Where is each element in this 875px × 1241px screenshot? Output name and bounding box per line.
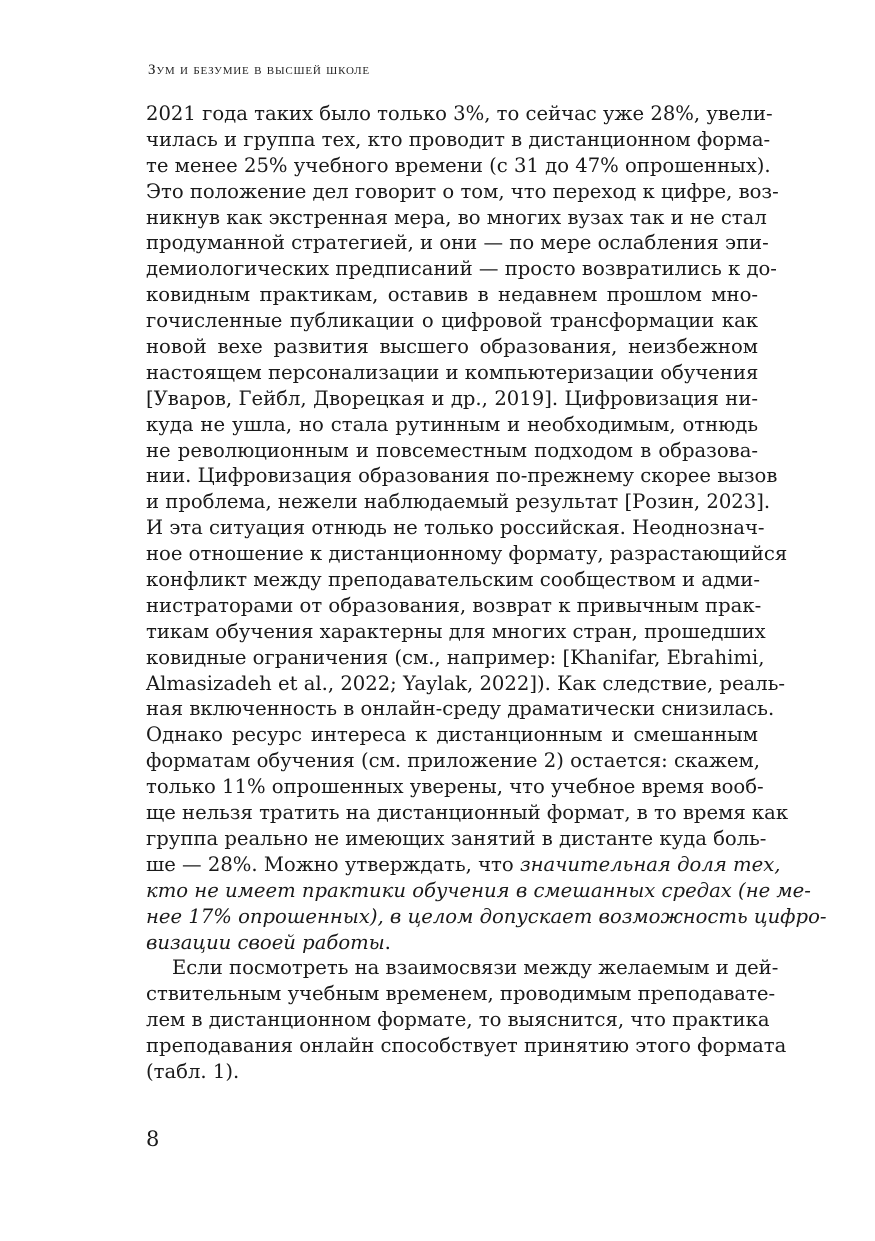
text-line: 2021 года таких было только 3%, то сейчас уже 28%, увели-	[146, 102, 773, 125]
text-line: и проблема, нежели наблюдаемый результат [Розин, 2023].	[146, 490, 771, 514]
text-line: тикам обучения характерны для многих стран, прошедших	[146, 619, 766, 643]
italic-run: визации своей работы	[146, 930, 385, 954]
italic-run: значительная доля тех,	[519, 852, 781, 876]
text-line: чилась и группа тех, кто проводит в дистанционном форма-	[146, 127, 771, 151]
text-run: .	[384, 930, 391, 954]
page-number: 8	[146, 1127, 160, 1151]
text-line: настоящем персонализации и компьютеризации обучения	[146, 360, 759, 384]
text-line: новой вехе развития высшего образования, неизбежном	[146, 335, 758, 359]
text-line: Если посмотреть на взаимосвязи между желаемым и дей-	[172, 956, 779, 980]
text-line: нии. Цифровизация образования по-прежнему скорее вызов	[146, 464, 778, 488]
text-line: лем в дистанционном формате, то выяснится, что практика	[146, 1008, 770, 1032]
text-line: только 11% опрошенных уверены, что учебное время вооб-	[146, 775, 764, 799]
text-line-mixed	[146, 852, 781, 878]
text-line: ковидным практикам, оставив в недавнем прошлом мно-	[146, 283, 758, 307]
text-line: [Уваров, Гейбл, Дворецкая и др., 2019]. Цифровизация ни-	[146, 386, 758, 410]
text-line: (табл. 1).	[146, 1059, 240, 1083]
text-run: ше — 28%. Можно утверждать, что	[146, 852, 520, 876]
text-line: Однако ресурс интереса к дистанционным и смешанным	[146, 723, 758, 747]
text-line: продуманной стратегией, и они — по мере ослабления эпи-	[146, 231, 769, 255]
text-line: Almasizadeh et al., 2022; Yaylak, 2022]). Как следствие, реаль-	[146, 671, 785, 695]
text-line: нистраторами от образования, возврат к привычным прак-	[146, 593, 762, 617]
text-line: ное отношение к дистанционному формату, разрастающийся	[146, 542, 788, 566]
text-line-italic	[146, 904, 827, 930]
text-line: ная включенность в онлайн-среду драматически снизилась.	[146, 697, 775, 721]
text-line: демиологических предписаний — просто возвратились к до-	[146, 257, 777, 281]
text-line: Это положение дел говорит о том, что переход к цифре, воз-	[146, 179, 779, 203]
running-head: Зум и безумие в высшей школе	[148, 62, 370, 78]
italic-run: нее 17% опрошенных), в целом допускает возможность цифро-	[146, 904, 827, 928]
text-line: никнув как экстренная мера, во многих вузах так и не стал	[146, 205, 767, 229]
text-line: ковидные ограничения (см., например: [Khanifar, Ebrahimi,	[146, 645, 765, 669]
text-line: ствительным учебным временем, проводимым преподавате-	[146, 982, 776, 1006]
text-line: ще нельзя тратить на дистанционный формат, в то время как	[146, 801, 789, 825]
text-line: гочисленные публикации о цифровой трансформации как	[146, 309, 758, 333]
italic-run: кто не имеет практики обучения в смешанных средах (не ме-	[146, 878, 811, 902]
text-line: группа реально не имеющих занятий в дистанте куда боль-	[146, 826, 767, 850]
text-line: преподавания онлайн способствует принятию этого формата	[146, 1034, 787, 1058]
text-line: куда не ушла, но стала рутинным и необходимым, отнюдь	[146, 412, 758, 436]
text-line-mixed	[146, 930, 758, 956]
text-line-italic	[146, 878, 811, 904]
text-line: форматам обучения (см. приложение 2) остается: скажем,	[146, 749, 760, 773]
text-line: те менее 25% учебного времени (с 31 до 47% опрошенных).	[146, 153, 771, 177]
text-line: не революционным и повсеместным подходом в образова-	[146, 438, 758, 462]
paragraph-2	[146, 955, 787, 1084]
body-text	[146, 101, 827, 1085]
text-line: конфликт между преподавательским сообществом и адми-	[146, 568, 760, 592]
paragraph-1	[146, 101, 827, 955]
text-line: И эта ситуация отнюдь не только российская. Неоднознач-	[146, 516, 765, 540]
